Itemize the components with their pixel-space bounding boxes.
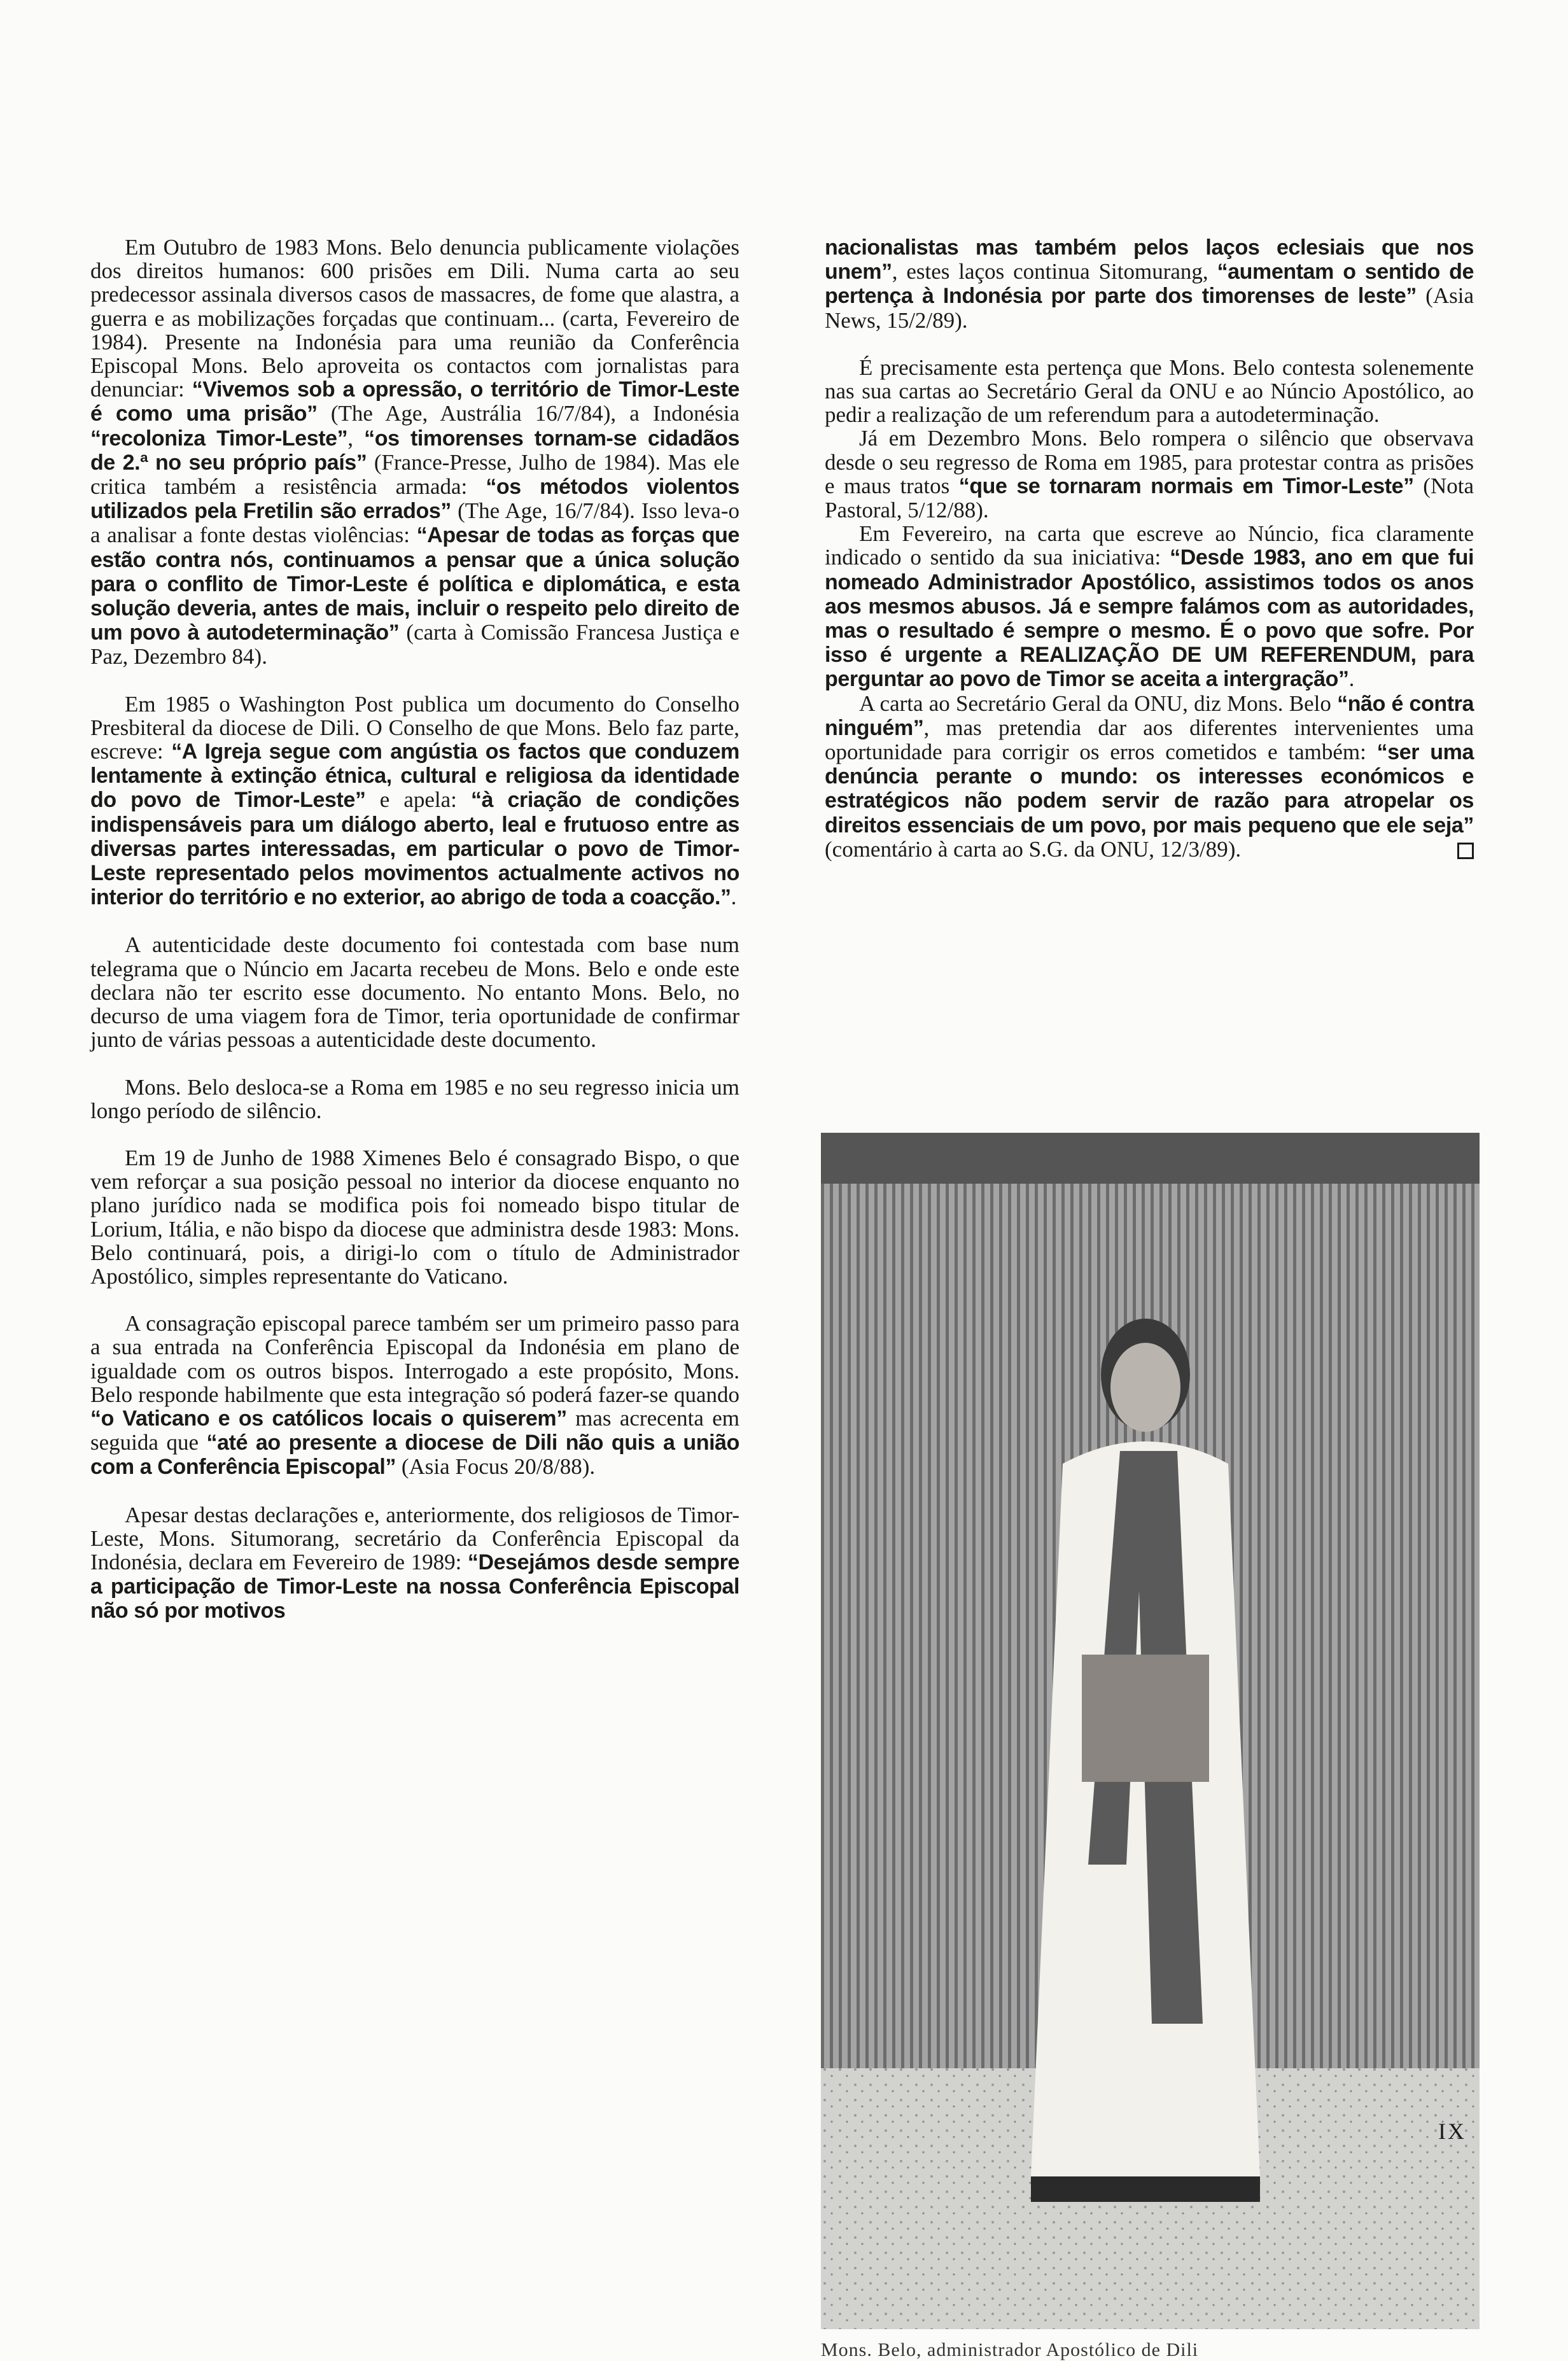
quote-text: “os timorenses tornam-se cidadãos de 2.ª no seu próprio país” xyxy=(90,426,740,475)
photo-mons-belo xyxy=(821,1133,1480,2329)
paragraph-r1 xyxy=(825,235,1474,332)
body-text: (The Age, Austrália 16/7/84), a Indonésia xyxy=(317,401,739,426)
quote-text: “recoloniza Timor-Leste” xyxy=(90,426,348,451)
body-text: . xyxy=(731,885,737,910)
paragraph-p4 xyxy=(90,1075,739,1123)
left-text-column xyxy=(90,235,739,1623)
quote-text: “Desejámos desde sempre a participação de Timor-Leste na nossa Conferência Episcopal não só por motivos xyxy=(90,1550,739,1623)
body-text: É precisamente esta pertença que Mons. Belo contesta solenemente nas sua cartas ao Secretário Geral da ONU e ao Núncio Apostólico, ao pedir a realização de um referendum para a autodeterminação. xyxy=(825,354,1474,428)
quote-text: “que se tornaram normais em Timor-Leste” xyxy=(958,473,1414,498)
body-text: A autenticidade deste documento foi contestada com base num telegrama que o Núncio em Jacarta recebeu de Mons. Belo e onde este declara não ter escrito esse documento. No entanto Mons. Belo, no decurso de uma viagem fora de Timor, teria oportunidade de confirmar junto de várias pessoas a autenticidade deste documento. xyxy=(90,932,739,1053)
photo-caption: Mons. Belo, administrador Apostólico de Dili xyxy=(821,2339,1199,2360)
body-text: mas acrecenta em seguida que xyxy=(90,1405,739,1455)
right-text-column xyxy=(825,235,1474,861)
paragraph-p2 xyxy=(90,692,739,910)
body-text: A consagração episcopal parece também ser um primeiro passo para a sua entrada na Conferência Episcopal da Indonésia em plano de igualdade com os outros bispos. Interrogado a este propósito, Mons. Belo responde habilmente que esta integração só poderá fazer-se quando xyxy=(90,1311,739,1407)
quote-text: “Apesar de todas as forças que estão contra nós, continuamos a pensar que a única solução para o conflito de Timor-Leste é política e diplomática, e esta solução deveria, antes de mais, incluir o respeito pelo direito de um povo à autodeterminação” xyxy=(90,523,740,645)
body-text: Mons. Belo desloca-se a Roma em 1985 e no seu regresso inicia um longo período de silêncio. xyxy=(90,1074,739,1123)
paragraph-r2 xyxy=(825,356,1474,427)
quote-text: nacionalistas mas também pelos laços eclesiais que nos unem” xyxy=(825,235,1474,284)
photo-image xyxy=(821,1133,1480,2329)
body-text: , mas pretendia dar aos diferentes intervenientes uma oportunidade para corrigir os erros cometidos e também: xyxy=(825,715,1474,765)
paragraph-p1 xyxy=(90,235,739,669)
quote-text: “até ao presente a diocese de Dili não quis a união com a Conferência Episcopal” xyxy=(90,1431,740,1480)
quote-text: “aumentam o sentido de pertença à Indonésia por parte dos timorenses de leste” xyxy=(825,260,1474,309)
body-text: A carta ao Secretário Geral da ONU, diz Mons. Belo xyxy=(859,690,1338,716)
quote-text: “Desde 1983, ano em que fui nomeado Administrador Apostólico, assistimos todos os anos aos mesmos abusos. Já e sempre falámos com as autoridades, mas o resultado é sempre o mesmo. É o povo que sofre. Por isso é urgente a REALIZAÇÃO DE UM REFERENDUM, para perguntar ao povo de Timor se aceita a intergração” xyxy=(825,545,1474,692)
quote-text: “ser uma denúncia perante o mundo: os interesses económicos e estratégicos não podem servir de razão para atropelar os direitos essenciais de um povo, por mais pequeno que ele seja” xyxy=(825,740,1474,837)
body-text: (comentário à carta ao S.G. da ONU, 12/3/89). xyxy=(825,836,1242,862)
paragraph-p6 xyxy=(90,1312,739,1479)
quote-text: “não é contra ninguém” xyxy=(825,691,1474,740)
paragraph-r5 xyxy=(825,692,1474,861)
paragraph-p7 xyxy=(90,1503,739,1623)
body-text: Em Outubro de 1983 Mons. Belo denuncia publicamente violações dos direitos humanos: 600 prisões em Dili. Numa carta ao seu predecessor assinala diversos casos de massacres, de fome que alastra, a guerra e as mobilizações forçadas que continuam... (carta, Fevereiro de 1984). Presente na Indonésia para uma reunião da Conferência Episcopal Mons. Belo aproveita os contactos com jornalistas para denunciar: xyxy=(90,235,739,402)
end-of-article-box xyxy=(1457,843,1474,859)
body-text: Em 1985 o Washington Post publica um documento do Conselho Presbiteral da diocese de Dili. O Conselho de que Mons. Belo faz parte, escreve: xyxy=(90,691,739,764)
paragraph-r3 xyxy=(825,426,1474,522)
body-text: Em 19 de Junho de 1988 Ximenes Belo é consagrado Bispo, o que vem reforçar a sua posição pessoal no interior da diocese enquanto no plano jurídico nada se modifica pois foi nomeado bispo titular de Lorium, Itália, e não bispo da diocese que administra desde 1983: Mons. Belo continuará, pois, a dirigi-lo com o título de Administrador Apostólico, simples representante do Vaticano. xyxy=(90,1145,739,1289)
quote-text: “os métodos violentos utilizados pela Fretilin são errados” xyxy=(90,475,740,524)
body-text: (France-Presse, Julho de 1984). Mas ele critica também a resistência armada: xyxy=(90,449,739,500)
body-text: Já em Dezembro Mons. Belo rompera o silêncio que observava desde o seu regresso de Roma em 1985, para protestar contra as prisões e maus tratos xyxy=(825,426,1474,498)
paragraph-r4 xyxy=(825,522,1474,691)
page-number: IX xyxy=(1438,2119,1466,2144)
body-text: . xyxy=(1348,666,1355,692)
body-text: , xyxy=(347,425,365,451)
body-text: (Asia Focus 20/8/88). xyxy=(396,1454,596,1480)
quote-text: “A Igreja segue com angústia os factos que conduzem lentamente à extinção étnica, cultural e religiosa da identidade do povo de Timor-Leste” xyxy=(90,739,740,813)
body-text: (carta à Comissão Francesa Justiça e Paz, Dezembro 84). xyxy=(90,620,739,669)
body-text: , estes laços continua Sitomurang, xyxy=(892,259,1217,284)
paragraph-p5 xyxy=(90,1146,739,1288)
quote-text: “à criação de condições indispensáveis para um diálogo aberto, leal e frutuoso entre as diversas partes interessadas, em particular o povo de Timor-Leste representado pelos movimentos actualmente activos no interior do território e no exterior, ao abrigo de toda a coacção.” xyxy=(90,788,739,910)
body-text: Apesar destas declarações e, anteriormente, dos religiosos de Timor-Leste, Mons. Situmorang, secretário da Conferência Episcopal da Indonésia, declara em Fevereiro de 1989: xyxy=(90,1502,739,1574)
paragraph-p3 xyxy=(90,933,739,1051)
body-text: (Nota Pastoral, 5/12/88). xyxy=(825,473,1474,523)
body-text: e apela: xyxy=(365,787,471,813)
body-text: (The Age, 16/7/84). Isso leva-o a analisar a fonte destas violências: xyxy=(90,498,739,548)
body-text: (Asia News, 15/2/89). xyxy=(825,283,1474,333)
quote-text: “Vivemos sob a opressão, o território de Timor-Leste é como uma prisão” xyxy=(90,377,739,426)
quote-text: “o Vaticano e os católicos locais o quiserem” xyxy=(90,1406,567,1431)
body-text: Em Fevereiro, na carta que escreve ao Núncio, fica claramente indicado o sentido da sua iniciativa: xyxy=(825,521,1474,570)
